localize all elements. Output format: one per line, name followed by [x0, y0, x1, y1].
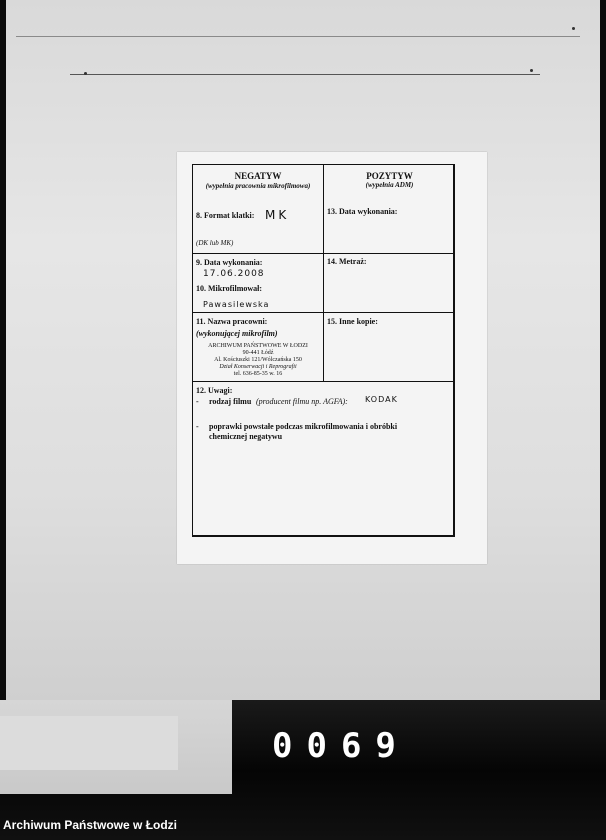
metadata-form: [192, 164, 454, 536]
pozytyw-title: POZYTYW: [366, 171, 413, 181]
data-wykonania-value: 17.06.2008: [203, 269, 265, 279]
scan-artifact-dot: [572, 27, 575, 30]
film-edge-strip: [0, 716, 178, 770]
archive-footer-label: Archiwum Państwowe w Łodzi: [3, 818, 178, 832]
format-value: MK: [265, 208, 290, 222]
metraz-label: 14. Metraż:: [327, 257, 367, 266]
uwagi-bullet: -: [196, 397, 199, 406]
film-type-label: rodzaj filmu: [209, 397, 252, 406]
film-producer-value: KODAK: [365, 395, 398, 404]
uwagi-bullet: -: [196, 422, 199, 431]
stamp-line: Dział Konserwacji i Reprografii: [219, 364, 297, 370]
stamp-line: ARCHIWUM PAŃSTWOWE W ŁODZI: [208, 343, 308, 349]
mikrofilmowal-label: 10. Mikrofilmował:: [196, 284, 263, 293]
format-hint: (DK lub MK): [196, 239, 234, 247]
scan-artifact-dot: [530, 69, 533, 72]
frame-counter: 0069: [272, 726, 410, 766]
scan-artifact-line: [16, 36, 580, 37]
data-wykonania-label: 9. Data wykonania:: [196, 258, 263, 267]
inne-kopie-label: 15. Inne kopie:: [327, 317, 378, 326]
stamp-line: 90-441 Łódź: [242, 350, 274, 356]
pozytyw-data-label: 13. Data wykonania:: [327, 207, 398, 216]
negatyw-subtitle: (wypełnia pracownia mikrofilmowa): [205, 182, 311, 190]
pozytyw-subtitle: (wypełnia ADM): [365, 181, 414, 189]
uwagi-label: 12. Uwagi:: [196, 386, 233, 395]
scan-artifact-line: [70, 74, 540, 75]
scan-artifact-dot: [84, 72, 87, 75]
film-producer-hint: (producent filmu np. AGFA):: [256, 397, 348, 406]
corrections-line: poprawki powstałe podczas mikrofilmowania i obróbki: [209, 422, 398, 431]
format-label: 8. Format klatki:: [196, 211, 255, 220]
pracownia-label: 11. Nazwa pracowni:: [196, 317, 268, 326]
pracownia-sub: (wykonującej mikrofilm): [196, 329, 278, 338]
mikrofilmowal-value: Pawasilewska: [203, 300, 270, 309]
stamp-line: Al. Kościuszki 121/Wólczańska 150: [214, 357, 302, 363]
corrections-line: chemicznej negatywu: [209, 432, 283, 441]
negatyw-title: NEGATYW: [234, 171, 282, 181]
stamp-line: tel. 636-85-35 w. 16: [233, 371, 283, 377]
